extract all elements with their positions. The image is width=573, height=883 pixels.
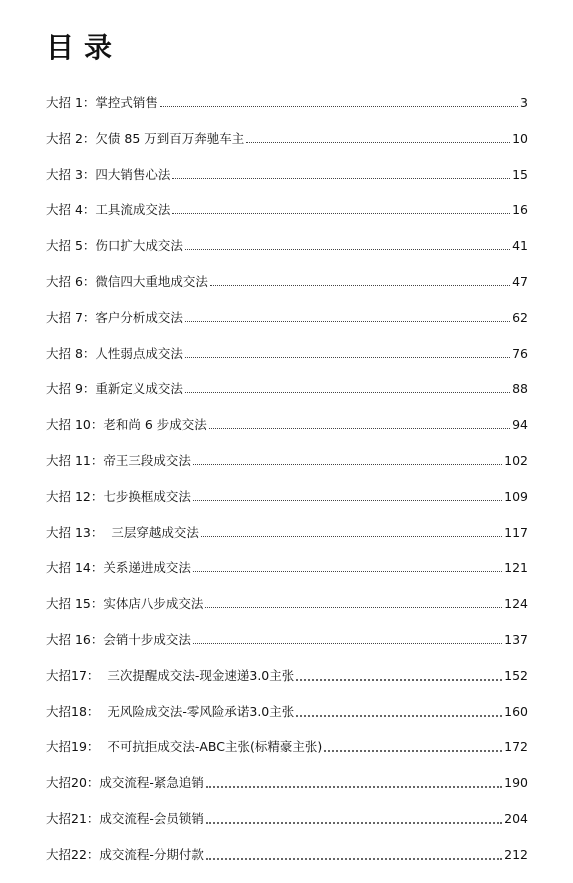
toc-entry-page-number: 47 [512, 274, 528, 289]
toc-entry-page-number: 88 [512, 381, 528, 397]
toc-entry[interactable] [46, 842, 528, 862]
toc-entry-label: 大招 14：关系递进成交法 [46, 560, 191, 576]
toc-entry-label: 大招22：成交流程-分期付款 [46, 846, 204, 862]
dot-leader [246, 142, 510, 143]
toc-entry-label: 大招 4：工具流成交法 [46, 202, 171, 218]
dot-leader [172, 213, 510, 214]
toc-entry-label: 大招 16：会销十步成交法 [46, 632, 191, 647]
toc-entry-page-number: 94 [512, 417, 528, 433]
toc-entry-label: 大招 15：实体店八步成交法 [46, 596, 204, 612]
dot-leader [185, 321, 510, 322]
dot-leader [193, 500, 502, 501]
toc-entry-page-number: 117 [504, 524, 528, 540]
toc-entry-page-number: 190 [504, 775, 528, 791]
dot-leader [185, 357, 510, 358]
toc-entry-label: 大招21：成交流程-会员锁销 [46, 811, 204, 826]
toc-entry-label: 大招 10：老和尚 6 步成交法 [46, 417, 207, 433]
toc-entry-label: 大招 2：欠债 85 万到百万奔驰车主 [46, 130, 245, 146]
toc-entry[interactable] [46, 412, 528, 432]
dot-leader [193, 464, 502, 465]
dot-leader [205, 607, 502, 608]
toc-entry[interactable] [46, 341, 528, 361]
toc-entry[interactable] [46, 734, 528, 754]
toc-entry-page-number: 109 [504, 488, 528, 504]
toc-entry-page-number: 62 [512, 309, 528, 325]
dot-leader [206, 786, 502, 788]
toc-entry-label: 大招17： 三次提醒成交法-现金速递3.0主张 [46, 667, 295, 683]
toc-entry-label: 大招 12：七步换框成交法 [46, 488, 191, 504]
toc-entry-page-number: 124 [504, 596, 528, 612]
toc-entry-label: 大招18： 无风险成交法-零风险承诺3.0主张 [46, 703, 295, 719]
toc-entry[interactable] [46, 269, 528, 289]
toc-entry-label: 大招 9：重新定义成交法 [46, 381, 183, 397]
toc-entry-page-number: 102 [504, 453, 528, 468]
dot-leader [206, 822, 502, 824]
dot-leader [193, 571, 502, 572]
dot-leader [206, 858, 502, 860]
toc-entry[interactable] [46, 770, 528, 790]
dot-leader [209, 428, 510, 429]
toc-entry-page-number: 121 [504, 560, 528, 576]
toc-entry-page-number: 15 [512, 166, 528, 182]
toc-entry[interactable] [46, 376, 528, 396]
toc-entry-label: 大招20：成交流程-紧急追销 [46, 775, 204, 791]
dot-leader [193, 643, 502, 644]
toc-entry-label: 大招 13： 三层穿越成交法 [46, 524, 199, 540]
toc-entry[interactable] [46, 555, 528, 575]
toc-entry-label: 大招 7：客户分析成交法 [46, 309, 183, 325]
dot-leader [201, 536, 502, 537]
toc-entry[interactable] [46, 305, 528, 325]
toc-entry-page-number: 212 [504, 846, 528, 862]
toc-entry-label: 大招 8：人性弱点成交法 [46, 345, 183, 361]
toc-entry-page-number: 137 [504, 632, 528, 647]
dot-leader [160, 106, 518, 107]
toc-entry[interactable] [46, 663, 528, 683]
toc-entry[interactable] [46, 90, 528, 110]
toc-entry-label: 大招 6：微信四大重地成交法 [46, 274, 208, 289]
toc-entry-page-number: 204 [504, 811, 528, 826]
toc-entry[interactable] [46, 627, 528, 647]
toc-entry[interactable] [46, 126, 528, 146]
toc-entry[interactable] [46, 233, 528, 253]
dot-leader [296, 679, 502, 681]
toc-entry-page-number: 160 [504, 703, 528, 719]
toc-entry[interactable] [46, 197, 528, 217]
toc-entry[interactable] [46, 591, 528, 611]
toc-entry-label: 大招19： 不可抗拒成交法-ABC主张(标精豪主张) [46, 739, 323, 755]
toc-entry-page-number: 152 [504, 667, 528, 683]
page-title: 目录 [46, 31, 123, 64]
toc-entry-label: 大招 11：帝王三段成交法 [46, 453, 191, 468]
toc-entry[interactable] [46, 162, 528, 182]
dot-leader [210, 285, 510, 286]
dot-leader [324, 750, 502, 752]
toc-entry[interactable] [46, 806, 528, 826]
toc-entry-page-number: 10 [512, 130, 528, 146]
toc-entry-label: 大招 3：四大销售心法 [46, 166, 171, 182]
dot-leader [185, 249, 510, 250]
toc-entry-page-number: 16 [512, 202, 528, 218]
toc-entry-page-number: 172 [504, 739, 528, 755]
toc-entry-page-number: 3 [520, 95, 528, 110]
toc-entry-page-number: 76 [512, 345, 528, 361]
toc-entry-page-number: 41 [512, 238, 528, 254]
toc-entry[interactable] [46, 699, 528, 719]
toc-entry-label: 大招 5：伤口扩大成交法 [46, 238, 183, 254]
dot-leader [172, 178, 510, 179]
toc-entry[interactable] [46, 520, 528, 540]
toc-entry[interactable] [46, 484, 528, 504]
dot-leader [185, 392, 510, 393]
toc-entry[interactable] [46, 448, 528, 468]
toc-entry-label: 大招 1：掌控式销售 [46, 95, 158, 110]
dot-leader [296, 715, 502, 717]
